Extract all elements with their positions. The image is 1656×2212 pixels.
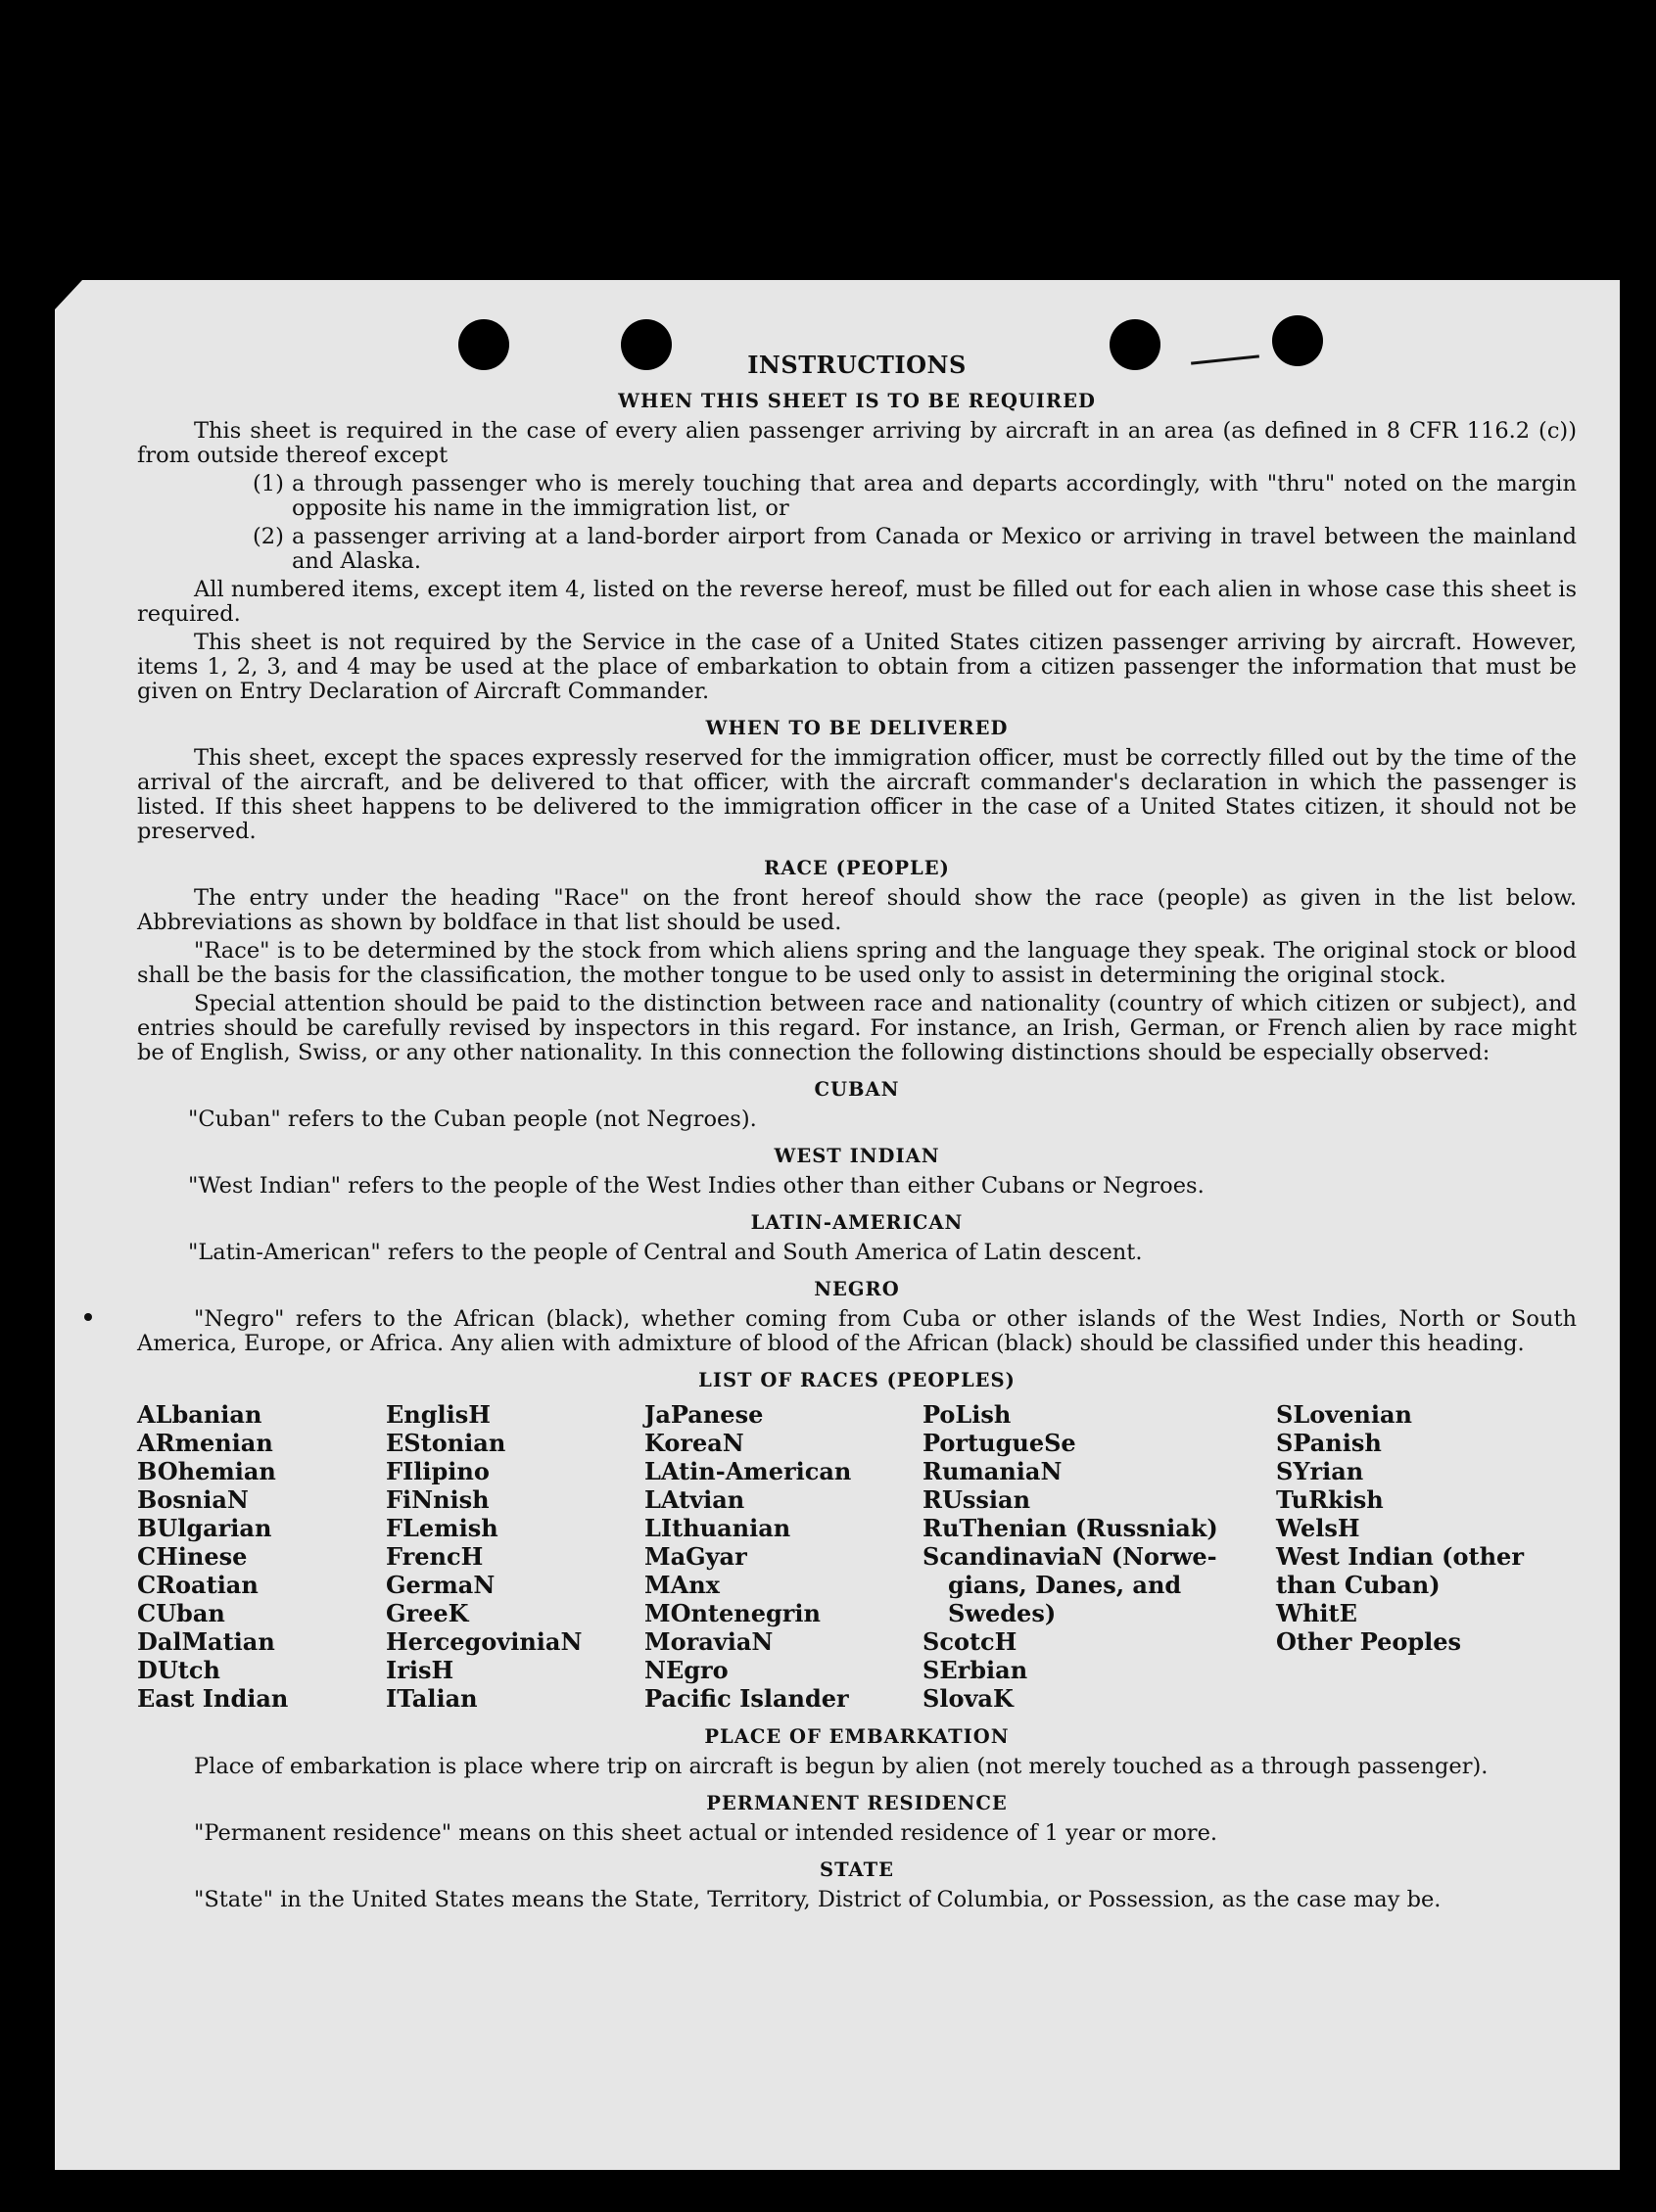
list-number: (2) xyxy=(253,524,284,549)
race-entry: Pacific Islander xyxy=(644,1684,849,1713)
race-entry: MAnx xyxy=(644,1571,720,1599)
race-entry: WelsH xyxy=(1276,1514,1360,1542)
paragraph: Special attention should be paid to the distinction between race and nationality (country of which citizen or subject), and entries should be carefully revised by inspectors in this regard. For instance, an Irish, German, or French alien by race might be of English, Swiss, or any other nationality. In this connection the following distinctions should be especially observed: xyxy=(137,991,1577,1065)
race-entry: NEgro xyxy=(644,1656,729,1684)
race-entry: BUlgarian xyxy=(137,1514,272,1542)
race-entry: gians, Danes, and xyxy=(948,1571,1182,1599)
race-entry: EStonian xyxy=(386,1429,506,1457)
race-entry: LAtin-American xyxy=(644,1457,852,1485)
heading-cuban: CUBAN xyxy=(814,1078,900,1101)
heading-embarkation: PLACE OF EMBARKATION xyxy=(704,1725,1010,1748)
race-entry: ARmenian xyxy=(137,1429,273,1457)
heading-west-indian: WEST INDIAN xyxy=(774,1145,940,1167)
race-entry: GreeK xyxy=(386,1599,469,1627)
race-entry: Other Peoples xyxy=(1276,1627,1462,1656)
race-entry: DalMatian xyxy=(137,1627,275,1656)
paragraph: This sheet is not required by the Service in the case of a United States citizen passenger arriving by aircraft. However, items 1, 2, 3, and 4 may be used at the place of embarkation to obtain from a citizen passenger the information that must be given on Entry Declaration of Aircraft Commander. xyxy=(137,630,1577,704)
race-entry: GermaN xyxy=(386,1571,496,1599)
list-text: a passenger arriving at a land-border airport from Canada or Mexico or arriving in travel between the mainland and Alaska. xyxy=(292,524,1577,574)
race-entry: EnglisH xyxy=(386,1400,491,1429)
definition-residence: "Permanent residence" means on this sheet actual or intended residence of 1 year or more. xyxy=(194,1820,1218,1846)
race-entry: SPanish xyxy=(1276,1429,1382,1457)
race-entry: FIlipino xyxy=(386,1457,490,1485)
definition-state: "State" in the United States means the State, Territory, District of Columbia, or Possession, as the case may be. xyxy=(194,1887,1442,1912)
race-entry: RuThenian (Russniak) xyxy=(923,1514,1218,1542)
race-entry: ScandinaviaN (Norwe- xyxy=(923,1542,1217,1571)
race-entry: than Cuban) xyxy=(1276,1571,1441,1599)
race-entry: CRoatian xyxy=(137,1571,259,1599)
list-number: (1) xyxy=(253,471,284,496)
race-entry: ALbanian xyxy=(137,1400,262,1429)
list-item xyxy=(137,472,1577,521)
races-column xyxy=(386,1400,644,1713)
race-entry: MaGyar xyxy=(644,1542,747,1571)
paragraph: The entry under the heading "Race" on the front hereof should show the race (people) as given in the list below. Abbreviations as shown by boldface in that list should be used. xyxy=(137,885,1577,935)
race-entry: Swedes) xyxy=(948,1599,1057,1627)
race-entry: LIthuanian xyxy=(644,1514,791,1542)
race-entry: CUban xyxy=(137,1599,225,1627)
heading-latin-american: LATIN-AMERICAN xyxy=(750,1211,964,1234)
heading-required: WHEN THIS SHEET IS TO BE REQUIRED xyxy=(618,390,1096,412)
races-list xyxy=(137,1400,1577,1713)
heading-delivered: WHEN TO BE DELIVERED xyxy=(705,717,1009,739)
race-entry: DUtch xyxy=(137,1656,220,1684)
race-entry: LAtvian xyxy=(644,1485,745,1514)
definition-west-indian: "West Indian" refers to the people of the West Indies other than either Cubans or Negroes. xyxy=(188,1173,1205,1199)
race-entry: PortugueSe xyxy=(923,1429,1076,1457)
race-entry: MoraviaN xyxy=(644,1627,774,1656)
race-entry: FiNnish xyxy=(386,1485,490,1514)
races-column xyxy=(644,1400,923,1713)
races-column xyxy=(1276,1400,1577,1713)
definition-cuban: "Cuban" refers to the Cuban people (not Negroes). xyxy=(188,1106,757,1132)
race-entry: BOhemian xyxy=(137,1457,276,1485)
heading-residence: PERMANENT RESIDENCE xyxy=(706,1792,1008,1814)
definition-embarkation: Place of embarkation is place where trip on aircraft is begun by alien (not merely touched as a through passenger). xyxy=(194,1754,1489,1779)
paragraph: This sheet is required in the case of every alien passenger arriving by aircraft in an area (as defined in 8 CFR 116.2 (c)) from outside thereof except xyxy=(137,418,1577,468)
race-entry: FrencH xyxy=(386,1542,484,1571)
paragraph: "Race" is to be determined by the stock from which aliens spring and the language they speak. The original stock or blood shall be the basis for the classification, the mother tongue to be used only to assist in determining the original stock. xyxy=(137,938,1577,988)
list-item xyxy=(137,525,1577,574)
race-entry: JaPanese xyxy=(644,1400,764,1429)
race-entry: BosniaN xyxy=(137,1485,249,1514)
race-entry: TuRkish xyxy=(1276,1485,1384,1514)
heading-state: STATE xyxy=(820,1859,894,1881)
race-entry: WhitE xyxy=(1276,1599,1357,1627)
paragraph: All numbered items, except item 4, listed on the reverse hereof, must be filled out for each alien in whose case this sheet is required. xyxy=(137,577,1577,627)
race-entry: RumaniaN xyxy=(923,1457,1063,1485)
paragraph: This sheet, except the spaces expressly reserved for the immigration officer, must be correctly filled out by the time of the arrival of the aircraft, and be delivered to that officer, with the aircraft commander's declaration in which the passenger is listed. If this sheet happens to be delivered to the immigration officer in the case of a United States citizen, it should not be preserved. xyxy=(137,745,1577,844)
heading-negro: NEGRO xyxy=(814,1278,900,1300)
definition-latin-american: "Latin-American" refers to the people of Central and South America of Latin descent. xyxy=(188,1240,1143,1265)
race-entry: PoLish xyxy=(923,1400,1012,1429)
race-entry: ITalian xyxy=(386,1684,478,1713)
margin-dot xyxy=(84,1313,92,1321)
race-entry: SlovaK xyxy=(923,1684,1014,1713)
races-column xyxy=(923,1400,1276,1713)
race-entry: FLemish xyxy=(386,1514,498,1542)
race-entry: HercegoviniaN xyxy=(386,1627,583,1656)
races-column xyxy=(137,1400,386,1713)
race-entry: East Indian xyxy=(137,1684,289,1713)
heading-race: RACE (PEOPLE) xyxy=(764,857,950,879)
heading-list-of-races: LIST OF RACES (PEOPLES) xyxy=(698,1369,1016,1391)
race-entry: SLovenian xyxy=(1276,1400,1412,1429)
race-entry: SYrian xyxy=(1276,1457,1364,1485)
race-entry: RUssian xyxy=(923,1485,1031,1514)
race-entry: SErbian xyxy=(923,1656,1028,1684)
page-title: INSTRUCTIONS xyxy=(747,351,967,379)
list-text: a through passenger who is merely touching that area and departs accordingly, with "thru" noted on the margin opposite his name in the immigration list, or xyxy=(292,471,1577,521)
definition-negro: "Negro" refers to the African (black), whether coming from Cuba or other islands of the West Indies, North or South America, Europe, or Africa. Any alien with admixture of blood of the African (black) should be classified under this heading. xyxy=(137,1306,1577,1356)
race-entry: West Indian (other xyxy=(1276,1542,1524,1571)
document-sheet xyxy=(55,280,1620,2170)
instructions-body xyxy=(137,353,1577,1916)
race-entry: MOntenegrin xyxy=(644,1599,821,1627)
race-entry: CHinese xyxy=(137,1542,248,1571)
race-entry: IrisH xyxy=(386,1656,454,1684)
race-entry: ScotcH xyxy=(923,1627,1017,1656)
race-entry: KoreaN xyxy=(644,1429,744,1457)
